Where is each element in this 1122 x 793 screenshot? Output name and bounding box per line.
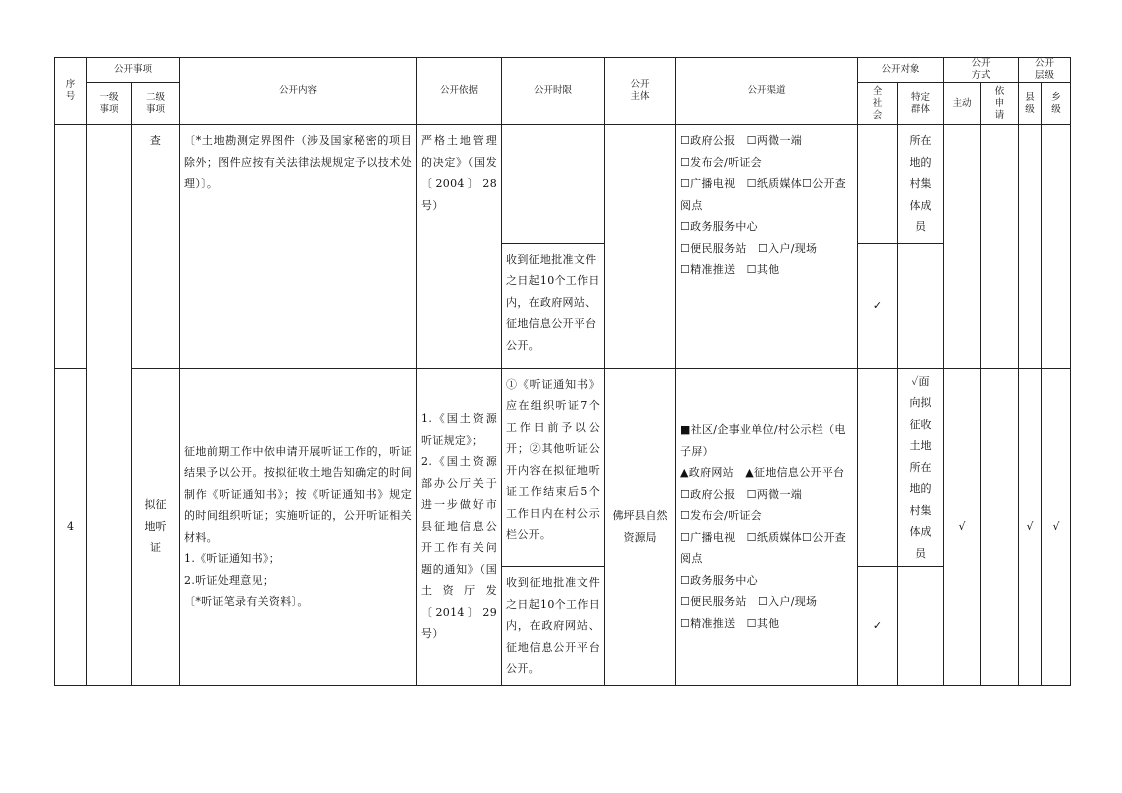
header-channel: 公开渠道 <box>676 58 858 125</box>
row-b-time-limit-2: 收到征地批准文件之日起10个工作日内，在政府网站、征地信息公开平台公开。 <box>502 567 605 686</box>
row-a-all-society-check: ✓ <box>858 243 898 368</box>
row-a-county <box>1019 125 1042 369</box>
header-on-request: 依申请 <box>981 83 1019 125</box>
level1-cell <box>87 125 132 686</box>
row-a-on-request <box>981 125 1019 369</box>
row-a-time-limit-blank <box>502 125 605 244</box>
header-time-limit: 公开时限 <box>502 58 605 125</box>
row-b-basis: 1.《国土资源听证规定》； 2.《国土资源部办公厅关于进一步做好市县征地信息公开工作有关问题的通知》（国土资厅发〔2014〕29号） <box>417 368 502 685</box>
row-b-subject: 佛坪县自然资源局 <box>605 368 676 685</box>
header-township: 乡级 <box>1042 83 1071 125</box>
header-basis: 公开依据 <box>417 58 502 125</box>
row-b-all-society-blank <box>858 368 898 567</box>
row-b-specific-group-blank <box>898 567 944 686</box>
header-target: 公开对象 <box>858 58 944 83</box>
row-a-specific-group: 所在地的村集体成员 <box>898 125 944 244</box>
header-method: 公开方式 <box>944 58 1019 83</box>
header-row-1 <box>55 58 1071 83</box>
row-a-active <box>944 125 981 369</box>
row-a-level2: 查 <box>132 125 180 369</box>
row-b-time-limit-1: ①《听证通知书》应在组织听证7个工作日前予以公开；②其他听证公开内容在拟征地听证工作结束后5个工作日内在村公示栏公开。 <box>502 368 605 567</box>
header-level2: 二级事项 <box>132 83 180 125</box>
row-a-all-society-blank <box>858 125 898 244</box>
row-a-township <box>1042 125 1071 369</box>
row-a-time-limit: 收到征地批准文件之日起10个工作日内，在政府网站、征地信息公开平台公开。 <box>502 243 605 368</box>
header-county: 县级 <box>1019 83 1042 125</box>
row-b-channel: ■社区/企事业单位/村公示栏（电子屏） ▲政府网站 ▲征地信息公开平台 ☐政府公报 ☐两微一端 ☐发布会/听证会 ☐广播电视 ☐纸质媒体☐公开查阅点 ☐政务服务中心 ☐便民服务站 ☐入户/现场 ☐精准推送 ☐其他 <box>676 368 858 685</box>
row-b-on-request <box>981 368 1019 685</box>
row-b-county: √ <box>1019 368 1042 685</box>
header-specific-group: 特定群体 <box>898 83 944 125</box>
row-a-channel: ☐政府公报 ☐两微一端 ☐发布会/听证会 ☐广播电视 ☐纸质媒体☐公开查阅点 ☐政务服务中心 ☐便民服务站 ☐入户/现场 ☐精准推送 ☐其他 <box>676 125 858 369</box>
row-a-top <box>55 125 1071 244</box>
header-subject: 公开主体 <box>605 58 676 125</box>
header-all-society: 全社会 <box>858 83 898 125</box>
row-a-specific-group-blank <box>898 243 944 368</box>
header-level: 公开层级 <box>1019 58 1071 83</box>
row-a-content: 〔*土地勘测定界图件（涉及国家秘密的项目除外；图件应按有关法律法规规定予以技术处理）〕。 <box>180 125 417 369</box>
row-b-all-society-check: ✓ <box>858 567 898 686</box>
row-b-content: 征地前期工作中依申请开展听证工作的，听证结果予以公开。按拟征收土地告知确定的时间制作《听证通知书》；按《听证通知书》规定的时间组织听证；实施听证的，公开听证相关材料。 1.《听证通知书》； 2.听证处理意见； 〔*听证笔录有关资料〕。 <box>180 368 417 685</box>
row-b-seq: 4 <box>55 368 87 685</box>
row-b-level2: 拟征地听证 <box>132 368 180 685</box>
row-a-subject <box>605 125 676 369</box>
row-b-active: √ <box>944 368 981 685</box>
header-level1: 一级事项 <box>87 83 132 125</box>
row-b-township: √ <box>1042 368 1071 685</box>
header-active: 主动 <box>944 83 981 125</box>
row-b-specific-group: ✓面向拟征收土地所在地的村集体成员 <box>898 368 944 567</box>
header-seq: 序号 <box>55 58 87 125</box>
header-content: 公开内容 <box>180 58 417 125</box>
disclosure-table <box>54 57 1071 686</box>
row-a-basis: 严格土地管理的决定》（国发〔2004〕28号） <box>417 125 502 369</box>
header-matters: 公开事项 <box>87 58 180 83</box>
row-a-seq <box>55 125 87 369</box>
row-b-top <box>55 368 1071 567</box>
